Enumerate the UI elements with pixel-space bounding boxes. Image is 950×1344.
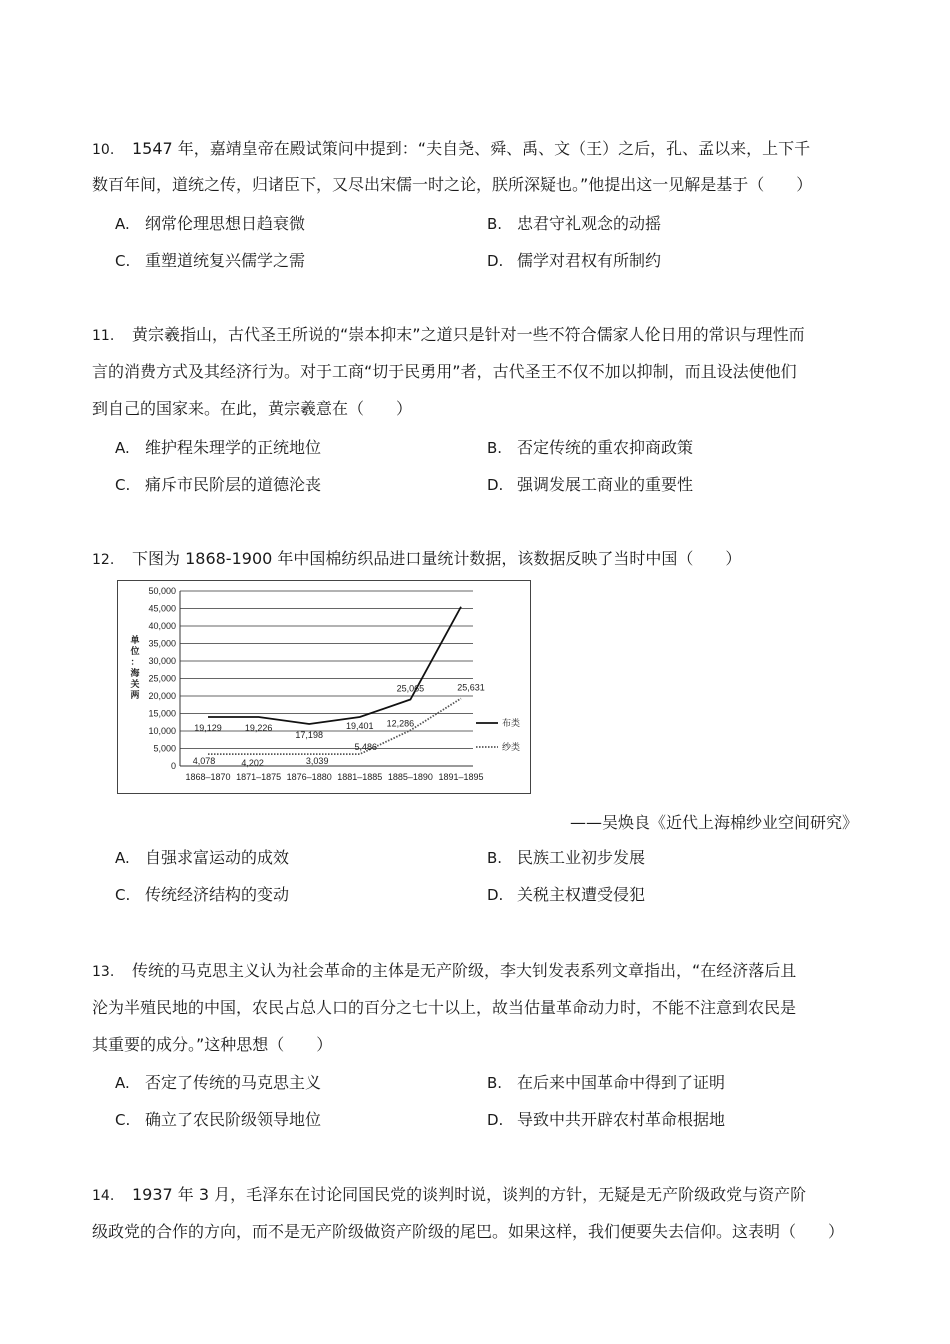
q13-option-a[interactable]: A. 否定了传统的马克思主义 [115, 1073, 322, 1092]
q12-option-a[interactable]: A. 自强求富运动的成效 [115, 848, 290, 867]
legend-label: 布类 [502, 718, 521, 728]
x-tick-label: 1881–1885 [337, 772, 383, 782]
data-label: 19,129 [194, 723, 222, 733]
data-label: 5,486 [354, 742, 378, 753]
q12-number: 12. [92, 552, 115, 568]
q13-text-line1: 传统的马克思主义认为社会革命的主体是无产阶级，李大钊发表系列文章指出，“在经济落后且 [132, 961, 797, 980]
data-label: 25,631 [457, 682, 485, 693]
y-tick-label: 0 [170, 761, 176, 771]
chart-source: ——吴焕良《近代上海棉纱业空间研究》 [569, 813, 858, 832]
q13-option-d[interactable]: D. 导致中共开辟农村革命根据地 [487, 1110, 726, 1129]
q13-text-line2: 沦为半殖民地的中国，农民占总人口的百分之七十以上，故当估量革命动力时，不能不注意到农民是 [92, 998, 797, 1017]
q11-option-b[interactable]: B. 否定传统的重农抑商政策 [487, 438, 694, 457]
x-tick-label: 1891–1895 [438, 772, 484, 782]
q12-option-d[interactable]: D. 关税主权遭受侵犯 [487, 885, 646, 904]
q10-text-line2: 数百年间，道统之传，归诸臣下，又尽出宋儒一时之论，朕所深疑也。”他提出这一见解是基于（ ） [92, 175, 813, 194]
y-tick-label: 25,000 [148, 673, 176, 684]
q10-option-b[interactable]: B. 忠君守礼观念的动摇 [487, 214, 662, 233]
y-tick-label: 20,000 [148, 691, 176, 701]
q11-text-line1: 黄宗羲指山，古代圣王所说的“崇本抑末”之道只是针对一些不符合儒家人伦日用的常识与理性而 [132, 325, 805, 344]
data-label: 12,286 [386, 718, 415, 729]
y-axis-label-char: 两 [130, 691, 140, 701]
y-tick-label: 50,000 [148, 586, 176, 596]
data-label: 19,401 [346, 721, 374, 731]
x-tick-label: 1885–1890 [387, 772, 433, 782]
q14-number: 14. [92, 1188, 115, 1204]
data-label: 4,078 [192, 756, 216, 767]
q14-text-line2: 级政党的合作的方向，而不是无产阶级做资产阶级的尾巴。如果这样，我们便要失去信仰。这表明（ ） [92, 1222, 845, 1241]
q11-line1 [92, 324, 805, 347]
q11-text-line2: 言的消费方式及其经济行为。对于工商“切于民勇用”者，古代圣王不仅不加以抑制，而且设法使他们 [92, 362, 797, 381]
y-tick-label: 5,000 [153, 743, 176, 754]
q10-text-line1: 1547 年，嘉靖皇帝在殿试策问中提到：“夫自尧、舜、禹、文（王）之后，孔、孟以来，上下千 [132, 139, 811, 158]
q10-option-d[interactable]: D. 儒学对君权有所制约 [487, 251, 662, 270]
y-axis-label-char: 海 [130, 669, 140, 679]
data-label: 4,202 [241, 758, 264, 769]
y-tick-label: 45,000 [148, 603, 176, 614]
q13-number: 13. [92, 964, 115, 980]
y-tick-label: 30,000 [148, 656, 176, 666]
q10-number: 10. [92, 142, 115, 158]
y-axis-label-char: 位 [130, 647, 140, 657]
q10-option-a[interactable]: A. 纲常伦理思想日趋衰微 [115, 214, 306, 233]
x-tick-label: 1876–1880 [286, 772, 332, 782]
y-axis-label-char: ： [130, 658, 140, 668]
q13-option-b[interactable]: B. 在后来中国革命中得到了证明 [487, 1073, 726, 1092]
data-label: 3,039 [305, 756, 329, 767]
q11-option-c[interactable]: C. 痛斥市民阶层的道德沦丧 [115, 475, 322, 494]
q10-option-c[interactable]: C. 重塑道统复兴儒学之需 [115, 251, 306, 270]
y-axis-label-char: 单 [130, 636, 140, 646]
q11-option-a[interactable]: A. 维护程朱理学的正统地位 [115, 438, 322, 457]
data-label: 19,226 [244, 723, 273, 733]
data-label: 17,198 [295, 730, 323, 740]
q12-text-line1: 下图为 1868-1900 年中国棉纺织品进口量统计数据，该数据反映了当时中国（ ） [132, 549, 742, 568]
q11-text-line3: 到自己的国家来。在此，黄宗羲意在（ ） [92, 399, 413, 418]
q11-number: 11. [92, 328, 115, 344]
q14-line1 [92, 1184, 806, 1207]
y-tick-label: 40,000 [148, 621, 176, 631]
q13-text-line3: 其重要的成分。”这种思想（ ） [92, 1035, 333, 1054]
q11-option-d[interactable]: D. 强调发展工商业的重要性 [487, 475, 694, 494]
q10-line1 [92, 138, 810, 161]
q12-line1 [92, 548, 741, 571]
x-tick-label: 1868–1870 [185, 772, 231, 782]
chart-svg [118, 581, 530, 793]
x-tick-label: 1871–1875 [236, 772, 282, 782]
q14-text-line1: 1937 年 3 月，毛泽东在讨论同国民党的谈判时说，谈判的方针，无疑是无产阶级政党与资产阶 [132, 1185, 807, 1204]
y-tick-label: 35,000 [148, 638, 176, 649]
q13-option-c[interactable]: C. 确立了农民阶级领导地位 [115, 1110, 322, 1129]
series-line-cloth [208, 607, 461, 724]
y-tick-label: 10,000 [148, 726, 176, 736]
legend-label: 纱类 [502, 742, 521, 752]
q12-option-b[interactable]: B. 民族工业初步发展 [487, 848, 646, 867]
y-tick-label: 15,000 [148, 708, 176, 719]
data-label: 25,065 [396, 683, 425, 694]
q13-line1 [92, 960, 796, 983]
cotton-import-chart [117, 580, 531, 794]
y-axis-label-char: 关 [130, 680, 140, 690]
q12-option-c[interactable]: C. 传统经济结构的变动 [115, 885, 290, 904]
